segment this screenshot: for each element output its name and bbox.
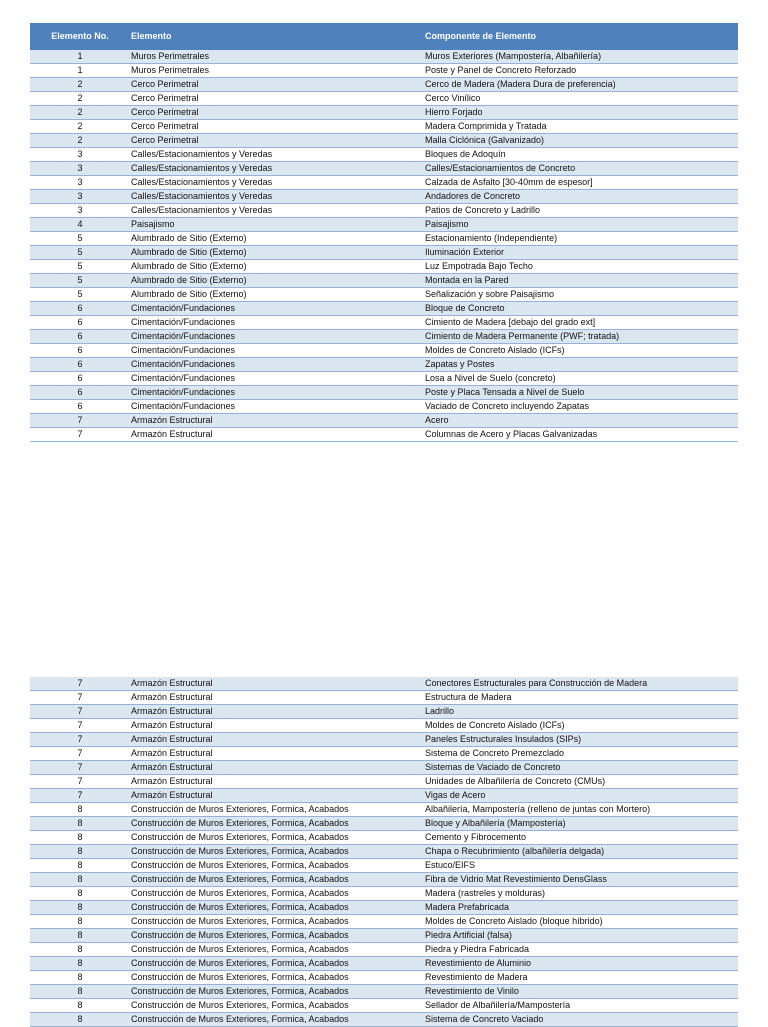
element-table-page-2 (30, 677, 738, 1027)
cell-element: Armazón Estructural (130, 414, 425, 428)
cell-element-component: Revestimiento de Aluminio (425, 957, 738, 971)
cell-element-no: 6 (30, 316, 130, 330)
table-row (30, 957, 738, 971)
table-row (30, 316, 738, 330)
cell-element: Armazón Estructural (130, 677, 425, 691)
cell-element-component: Muros Exteriores (Mampostería, Albañilería) (425, 50, 738, 64)
cell-element-component: Moldes de Concreto Aislado (bloque híbrido) (425, 915, 738, 929)
cell-element-no: 3 (30, 204, 130, 218)
element-table-page-1 (30, 23, 738, 442)
cell-element: Calles/Estacionamientos y Veredas (130, 148, 425, 162)
table-row (30, 691, 738, 705)
header-element-no: Elemento No. (30, 23, 130, 50)
cell-element-component: Madera Prefabricada (425, 901, 738, 915)
cell-element-no: 6 (30, 372, 130, 386)
cell-element: Cimentación/Fundaciones (130, 400, 425, 414)
cell-element-component: Columnas de Acero y Placas Galvanizadas (425, 428, 738, 442)
table-row (30, 344, 738, 358)
cell-element-no: 7 (30, 747, 130, 761)
cell-element: Alumbrado de Sitio (Externo) (130, 260, 425, 274)
cell-element: Construcción de Muros Exteriores, Formica, Acabados (130, 971, 425, 985)
table-row (30, 845, 738, 859)
cell-element-component: Albañilería, Mampostería (relleno de juntas con Mortero) (425, 803, 738, 817)
cell-element: Calles/Estacionamientos y Veredas (130, 162, 425, 176)
table-row (30, 400, 738, 414)
table-row (30, 831, 738, 845)
cell-element-no: 3 (30, 162, 130, 176)
table-row (30, 761, 738, 775)
cell-element: Armazón Estructural (130, 428, 425, 442)
cell-element: Alumbrado de Sitio (Externo) (130, 246, 425, 260)
cell-element-no: 1 (30, 64, 130, 78)
table-row (30, 999, 738, 1013)
cell-element-no: 7 (30, 719, 130, 733)
table-row (30, 747, 738, 761)
table-row (30, 901, 738, 915)
cell-element: Construcción de Muros Exteriores, Formica, Acabados (130, 1013, 425, 1027)
cell-element-no: 1 (30, 50, 130, 64)
cell-element-component: Bloque y Albañilería (Mampostería) (425, 817, 738, 831)
cell-element-component: Sistema de Concreto Premezclado (425, 747, 738, 761)
cell-element: Construcción de Muros Exteriores, Formica, Acabados (130, 901, 425, 915)
cell-element-component: Montada en la Pared (425, 274, 738, 288)
cell-element-no: 8 (30, 943, 130, 957)
cell-element: Armazón Estructural (130, 747, 425, 761)
cell-element: Cerco Perimetral (130, 78, 425, 92)
cell-element: Cimentación/Fundaciones (130, 344, 425, 358)
cell-element-no: 8 (30, 1013, 130, 1027)
table-row (30, 789, 738, 803)
cell-element-component: Cemento y Fibrocemento (425, 831, 738, 845)
table-row (30, 148, 738, 162)
cell-element-component: Conectores Estructurales para Construcción de Madera (425, 677, 738, 691)
cell-element-no: 8 (30, 901, 130, 915)
cell-element: Construcción de Muros Exteriores, Formica, Acabados (130, 887, 425, 901)
cell-element-no: 8 (30, 985, 130, 999)
table-row (30, 330, 738, 344)
cell-element-no: 7 (30, 761, 130, 775)
cell-element-component: Piedra y Piedra Fabricada (425, 943, 738, 957)
table-row (30, 803, 738, 817)
cell-element-component: Andadores de Concreto (425, 190, 738, 204)
cell-element-no: 3 (30, 148, 130, 162)
cell-element: Cerco Perimetral (130, 134, 425, 148)
cell-element: Armazón Estructural (130, 761, 425, 775)
cell-element-component: Calzada de Asfalto [30-40mm de espesor] (425, 176, 738, 190)
cell-element: Construcción de Muros Exteriores, Formica, Acabados (130, 831, 425, 845)
table-row (30, 260, 738, 274)
cell-element-no: 8 (30, 887, 130, 901)
cell-element: Construcción de Muros Exteriores, Formica, Acabados (130, 845, 425, 859)
cell-element-component: Madera Comprimida y Tratada (425, 120, 738, 134)
table-row (30, 120, 738, 134)
cell-element-component: Hierro Forjado (425, 106, 738, 120)
cell-element-component: Bloques de Adoquín (425, 148, 738, 162)
cell-element-component: Paisajismo (425, 218, 738, 232)
cell-element: Armazón Estructural (130, 719, 425, 733)
cell-element-component: Sistemas de Vaciado de Concreto (425, 761, 738, 775)
cell-element-component: Calles/Estacionamientos de Concreto (425, 162, 738, 176)
cell-element-no: 6 (30, 358, 130, 372)
cell-element-component: Unidades de Albañilería de Concreto (CMUs) (425, 775, 738, 789)
cell-element-component: Fibra de Vidrio Mat Revestimiento DensGlass (425, 873, 738, 887)
cell-element: Construcción de Muros Exteriores, Formica, Acabados (130, 873, 425, 887)
cell-element-no: 6 (30, 344, 130, 358)
cell-element-component: Revestimiento de Vinilo (425, 985, 738, 999)
cell-element-no: 3 (30, 176, 130, 190)
cell-element-component: Estructura de Madera (425, 691, 738, 705)
cell-element: Cimentación/Fundaciones (130, 358, 425, 372)
cell-element-component: Señalización y sobre Paisajismo (425, 288, 738, 302)
cell-element: Cimentación/Fundaciones (130, 316, 425, 330)
cell-element-component: Vaciado de Concreto incluyendo Zapatas (425, 400, 738, 414)
cell-element-no: 8 (30, 915, 130, 929)
cell-element-component: Cerco de Madera (Madera Dura de preferencia) (425, 78, 738, 92)
cell-element: Alumbrado de Sitio (Externo) (130, 232, 425, 246)
cell-element-no: 8 (30, 873, 130, 887)
table-row (30, 929, 738, 943)
table-header-row (30, 23, 738, 50)
table-row (30, 274, 738, 288)
cell-element: Armazón Estructural (130, 691, 425, 705)
cell-element-no: 8 (30, 971, 130, 985)
table-row (30, 218, 738, 232)
table-row (30, 414, 738, 428)
cell-element-no: 2 (30, 78, 130, 92)
cell-element-no: 7 (30, 691, 130, 705)
table-row (30, 817, 738, 831)
cell-element-component: Ladrillo (425, 705, 738, 719)
cell-element: Armazón Estructural (130, 733, 425, 747)
cell-element-no: 4 (30, 218, 130, 232)
cell-element: Construcción de Muros Exteriores, Formica, Acabados (130, 943, 425, 957)
cell-element-component: Chapa o Recubrimiento (albañilería delgada) (425, 845, 738, 859)
cell-element: Construcción de Muros Exteriores, Formica, Acabados (130, 929, 425, 943)
cell-element: Cerco Perimetral (130, 92, 425, 106)
cell-element: Calles/Estacionamientos y Veredas (130, 176, 425, 190)
cell-element-component: Vigas de Acero (425, 789, 738, 803)
cell-element: Calles/Estacionamientos y Veredas (130, 190, 425, 204)
cell-element: Cimentación/Fundaciones (130, 372, 425, 386)
cell-element-no: 7 (30, 775, 130, 789)
table-row (30, 719, 738, 733)
cell-element: Calles/Estacionamientos y Veredas (130, 204, 425, 218)
cell-element: Construcción de Muros Exteriores, Formica, Acabados (130, 803, 425, 817)
cell-element-component: Revestimiento de Madera (425, 971, 738, 985)
cell-element-no: 8 (30, 831, 130, 845)
cell-element: Paisajismo (130, 218, 425, 232)
cell-element-component: Iluminación Exterior (425, 246, 738, 260)
table-row (30, 358, 738, 372)
cell-element-no: 7 (30, 789, 130, 803)
cell-element-component: Sellador de Albañilería/Mampostería (425, 999, 738, 1013)
cell-element: Cimentación/Fundaciones (130, 302, 425, 316)
cell-element: Construcción de Muros Exteriores, Formica, Acabados (130, 915, 425, 929)
cell-element: Muros Perimetrales (130, 50, 425, 64)
cell-element-no: 7 (30, 705, 130, 719)
cell-element-component: Malla Ciclónica (Galvanizado) (425, 134, 738, 148)
table-row (30, 176, 738, 190)
cell-element: Alumbrado de Sitio (Externo) (130, 288, 425, 302)
table-row (30, 106, 738, 120)
cell-element-component: Bloque de Concreto (425, 302, 738, 316)
table-row (30, 372, 738, 386)
cell-element-no: 8 (30, 845, 130, 859)
cell-element-no: 8 (30, 817, 130, 831)
cell-element-component: Moldes de Concreto Aislado (ICFs) (425, 344, 738, 358)
cell-element: Construcción de Muros Exteriores, Formica, Acabados (130, 859, 425, 873)
cell-element-no: 6 (30, 400, 130, 414)
table-row (30, 64, 738, 78)
cell-element-component: Paneles Estructurales Insulados (SIPs) (425, 733, 738, 747)
cell-element: Cerco Perimetral (130, 120, 425, 134)
cell-element: Alumbrado de Sitio (Externo) (130, 274, 425, 288)
cell-element-no: 2 (30, 134, 130, 148)
table-row (30, 985, 738, 999)
cell-element-component: Cimiento de Madera Permanente (PWF; tratada) (425, 330, 738, 344)
cell-element-no: 2 (30, 120, 130, 134)
table-row (30, 733, 738, 747)
cell-element-component: Zapatas y Postes (425, 358, 738, 372)
table-row (30, 386, 738, 400)
cell-element-no: 8 (30, 999, 130, 1013)
cell-element-no: 5 (30, 274, 130, 288)
cell-element: Muros Perimetrales (130, 64, 425, 78)
table-row (30, 873, 738, 887)
table-row (30, 246, 738, 260)
cell-element-component: Estacionamiento (Independiente) (425, 232, 738, 246)
cell-element-component: Luz Empotrada Bajo Techo (425, 260, 738, 274)
table-row (30, 162, 738, 176)
cell-element-no: 7 (30, 733, 130, 747)
cell-element: Armazón Estructural (130, 705, 425, 719)
cell-element-component: Losa a Nivel de Suelo (concreto) (425, 372, 738, 386)
cell-element-no: 8 (30, 803, 130, 817)
cell-element-no: 2 (30, 106, 130, 120)
cell-element-no: 6 (30, 302, 130, 316)
table-row (30, 50, 738, 64)
cell-element-no: 7 (30, 428, 130, 442)
cell-element-component: Patios de Concreto y Ladrillo (425, 204, 738, 218)
cell-element-no: 6 (30, 386, 130, 400)
cell-element-no: 8 (30, 957, 130, 971)
cell-element-component: Acero (425, 414, 738, 428)
cell-element-component: Poste y Placa Tensada a Nivel de Suelo (425, 386, 738, 400)
header-element: Elemento (130, 23, 425, 50)
cell-element: Cimentación/Fundaciones (130, 386, 425, 400)
table-row (30, 232, 738, 246)
table-row (30, 78, 738, 92)
cell-element-component: Madera (rastreles y molduras) (425, 887, 738, 901)
table-row (30, 915, 738, 929)
table-row (30, 428, 738, 442)
table-row (30, 705, 738, 719)
cell-element-component: Sistema de Concreto Vaciado (425, 1013, 738, 1027)
cell-element-no: 5 (30, 288, 130, 302)
table-row (30, 302, 738, 316)
cell-element: Cerco Perimetral (130, 106, 425, 120)
cell-element: Armazón Estructural (130, 789, 425, 803)
cell-element-no: 5 (30, 232, 130, 246)
table-row (30, 204, 738, 218)
cell-element: Construcción de Muros Exteriores, Formica, Acabados (130, 985, 425, 999)
cell-element-no: 7 (30, 677, 130, 691)
cell-element-component: Moldes de Concreto Aislado (ICFs) (425, 719, 738, 733)
table-row (30, 775, 738, 789)
cell-element-no: 8 (30, 929, 130, 943)
header-element-component: Componente de Elemento (425, 23, 738, 50)
cell-element-component: Poste y Panel de Concreto Reforzado (425, 64, 738, 78)
cell-element: Armazón Estructural (130, 775, 425, 789)
table-row (30, 134, 738, 148)
cell-element-component: Estuco/EIFS (425, 859, 738, 873)
cell-element-component: Cimiento de Madera [debajo del grado ext] (425, 316, 738, 330)
cell-element-no: 5 (30, 246, 130, 260)
cell-element-no: 6 (30, 330, 130, 344)
table-row (30, 971, 738, 985)
table-body (30, 50, 738, 442)
cell-element-no: 2 (30, 92, 130, 106)
cell-element-no: 3 (30, 190, 130, 204)
table-row (30, 288, 738, 302)
cell-element-component: Piedra Artificial (falsa) (425, 929, 738, 943)
cell-element: Construcción de Muros Exteriores, Formica, Acabados (130, 957, 425, 971)
cell-element: Cimentación/Fundaciones (130, 330, 425, 344)
table-row (30, 92, 738, 106)
cell-element-no: 7 (30, 414, 130, 428)
table-body (30, 677, 738, 1027)
table-row (30, 677, 738, 691)
cell-element: Construcción de Muros Exteriores, Formica, Acabados (130, 999, 425, 1013)
cell-element-component: Cerco Vinílico (425, 92, 738, 106)
cell-element: Construcción de Muros Exteriores, Formica, Acabados (130, 817, 425, 831)
table-row (30, 943, 738, 957)
cell-element-no: 5 (30, 260, 130, 274)
table-row (30, 190, 738, 204)
table-row (30, 887, 738, 901)
table-row (30, 1013, 738, 1027)
table-row (30, 859, 738, 873)
cell-element-no: 8 (30, 859, 130, 873)
